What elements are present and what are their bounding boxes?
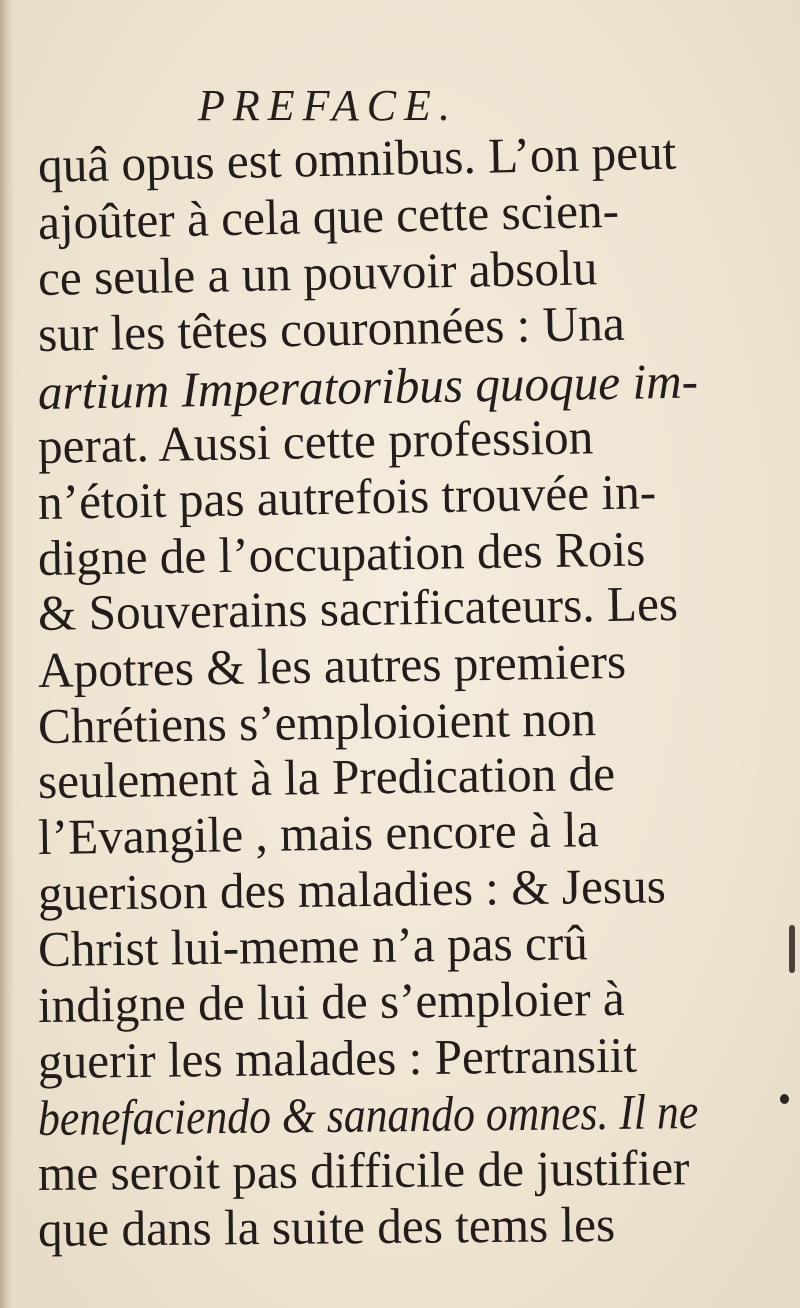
text-line: ajoûter à cela que cette scien- (37, 181, 620, 250)
ink-mark (789, 925, 795, 973)
text-line: que dans la suite des tems les (37, 1195, 616, 1257)
text-line: Christ lui-meme n’a pas crû (37, 914, 589, 977)
text-line: seulement à la Predication de (37, 744, 616, 809)
text-line: perat. Aussi cette profession (37, 408, 594, 474)
text-line: l’Evangile , mais encore à la (37, 801, 600, 865)
ink-spot (780, 1094, 789, 1104)
text-line: Apotres & les autres premiers (37, 632, 627, 698)
text-line: digne de l’occupation des Rois (37, 520, 646, 586)
text-line: & Souverains sacrificateurs. Les (37, 574, 679, 641)
text-line: me seroit pas difficile de justifier (37, 1139, 690, 1201)
text-line: Chrétiens s’emploioient non (37, 690, 597, 754)
text-line: ce seule a un pouvoir absolu (37, 239, 598, 306)
text-line: artium Imperatoribus quoque im- (37, 352, 699, 420)
text-line: indigne de lui de s’emploier à (37, 969, 626, 1033)
text-line: sur les têtes couronnées : Una (37, 294, 626, 362)
text-line: guerir les malades : Pertransiit (37, 1026, 638, 1089)
text-line: benefaciendo & sanando omnes. Il ne (37, 1083, 699, 1146)
text-line: n’étoit pas autrefois trouvée in- (37, 463, 657, 530)
page-gutter (0, 0, 14, 1308)
running-header: PREFACE. (198, 81, 458, 130)
text-line: guerison des maladies : & Jesus (37, 857, 667, 921)
text-line: quâ opus est omnibus. L’on peut (37, 123, 677, 193)
